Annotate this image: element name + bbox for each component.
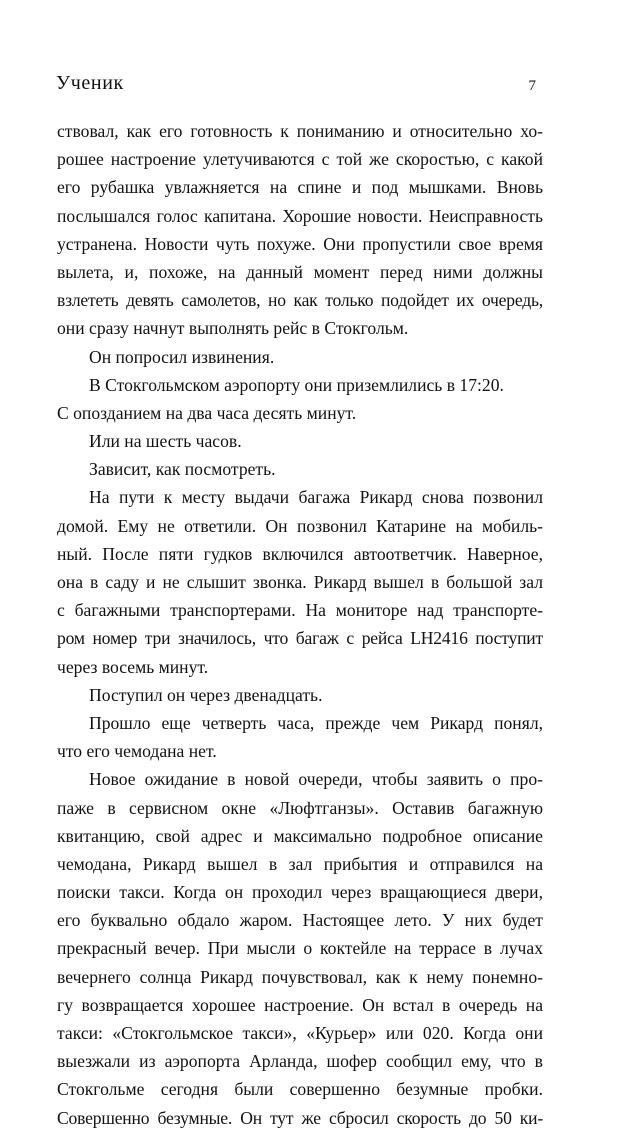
chapter-title: Ученик [56, 72, 124, 94]
text-line: выезжали из аэропорта Арланда, шофер сообщил ему, что в [57, 1051, 543, 1072]
text-line: такси: «Стокгольмское такси», «Курьер» или 020. Когда они [57, 1023, 543, 1043]
text-line: поиски такси. Когда он проходил через вращающиеся двери, [57, 882, 543, 903]
text-line: взлететь девять самолетов, но как только подойдет их очередь, [57, 290, 543, 311]
text-line: Новое ожидание в новой очереди, чтобы заявить о про- [89, 769, 543, 790]
text-line: устранена. Новости чуть похуже. Они пропустили свое время [57, 233, 543, 254]
text-line: Прошло еще четверть часа, прежде чем Рикард понял, [89, 712, 543, 733]
text-line: На пути к месту выдачи багажа Рикард снова позвонил [89, 487, 543, 508]
text-line: Совершенно безумные. Он тут же сбросил скорость до 50 ки- [57, 1107, 543, 1128]
text-line: С опозданием на два часа десять минут. [57, 402, 357, 423]
text-line: вечернего солнца Рикард почувствовал, как к нему понемно- [57, 966, 543, 987]
text-line: его буквально обдало жаром. Настоящее лето. У них будет [57, 910, 543, 931]
text-line: Поступил он через двенадцать. [89, 684, 323, 705]
text-line: паже в сервисном окне «Люфтганзы». Оставив багажную [57, 797, 543, 818]
text-line: через восемь минут. [57, 656, 209, 677]
text-line: ный. После пяти гудков включился автоответчик. Наверное, [57, 543, 543, 564]
text-line: послышался голос капитана. Хорошие новости. Неисправность [57, 205, 543, 226]
text-line: ром номер три значилось, что багаж с рейса LH2416 поступит [57, 628, 543, 649]
text-line: Или на шесть часов. [89, 431, 242, 452]
text-line: они сразу начнут выполнять рейс в Стокгольм. [57, 318, 409, 339]
text-line: что его чемодана нет. [57, 741, 217, 762]
text-line: она в саду и не слышит звонка. Рикард вышел в большой зал [57, 572, 543, 592]
body-text [57, 117, 543, 1132]
text-line: гу возвращается хорошее настроение. Он встал в очередь на [57, 994, 543, 1015]
text-line: рошее настроение улетучиваются с той же скоростью, с какой [57, 149, 543, 170]
text-line: прекрасный вечер. При мысли о коктейле на террасе в лучах [57, 938, 543, 959]
page-number: 7 [528, 78, 536, 94]
text-line: Зависит, как посмотреть. [89, 459, 276, 480]
text-line: его рубашка увлажняется на спине и под мышками. Вновь [57, 177, 543, 198]
text-line: с багажными транспортерами. На мониторе над транспорте- [57, 600, 543, 621]
text-line: квитанцию, свой адрес и максимально подробное описание [57, 825, 543, 846]
text-line: чемодана, Рикард вышел в зал прибытия и отправился на [57, 853, 543, 874]
text-line: домой. Ему не ответили. Он позвонил Катарине на мобиль- [57, 515, 543, 536]
text-line: Он попросил извинения. [89, 346, 275, 367]
text-line: вылета, и, похоже, на данный момент перед ними должны [57, 261, 543, 282]
text-line: В Стокгольмском аэропорту они приземлились в 17:20. [89, 374, 504, 395]
running-header [56, 72, 540, 100]
text-line: ствовал, как его готовность к пониманию и относительно хо- [57, 121, 543, 141]
text-line: Стокгольме сегодня были совершенно безумные пробки. [57, 1079, 543, 1100]
